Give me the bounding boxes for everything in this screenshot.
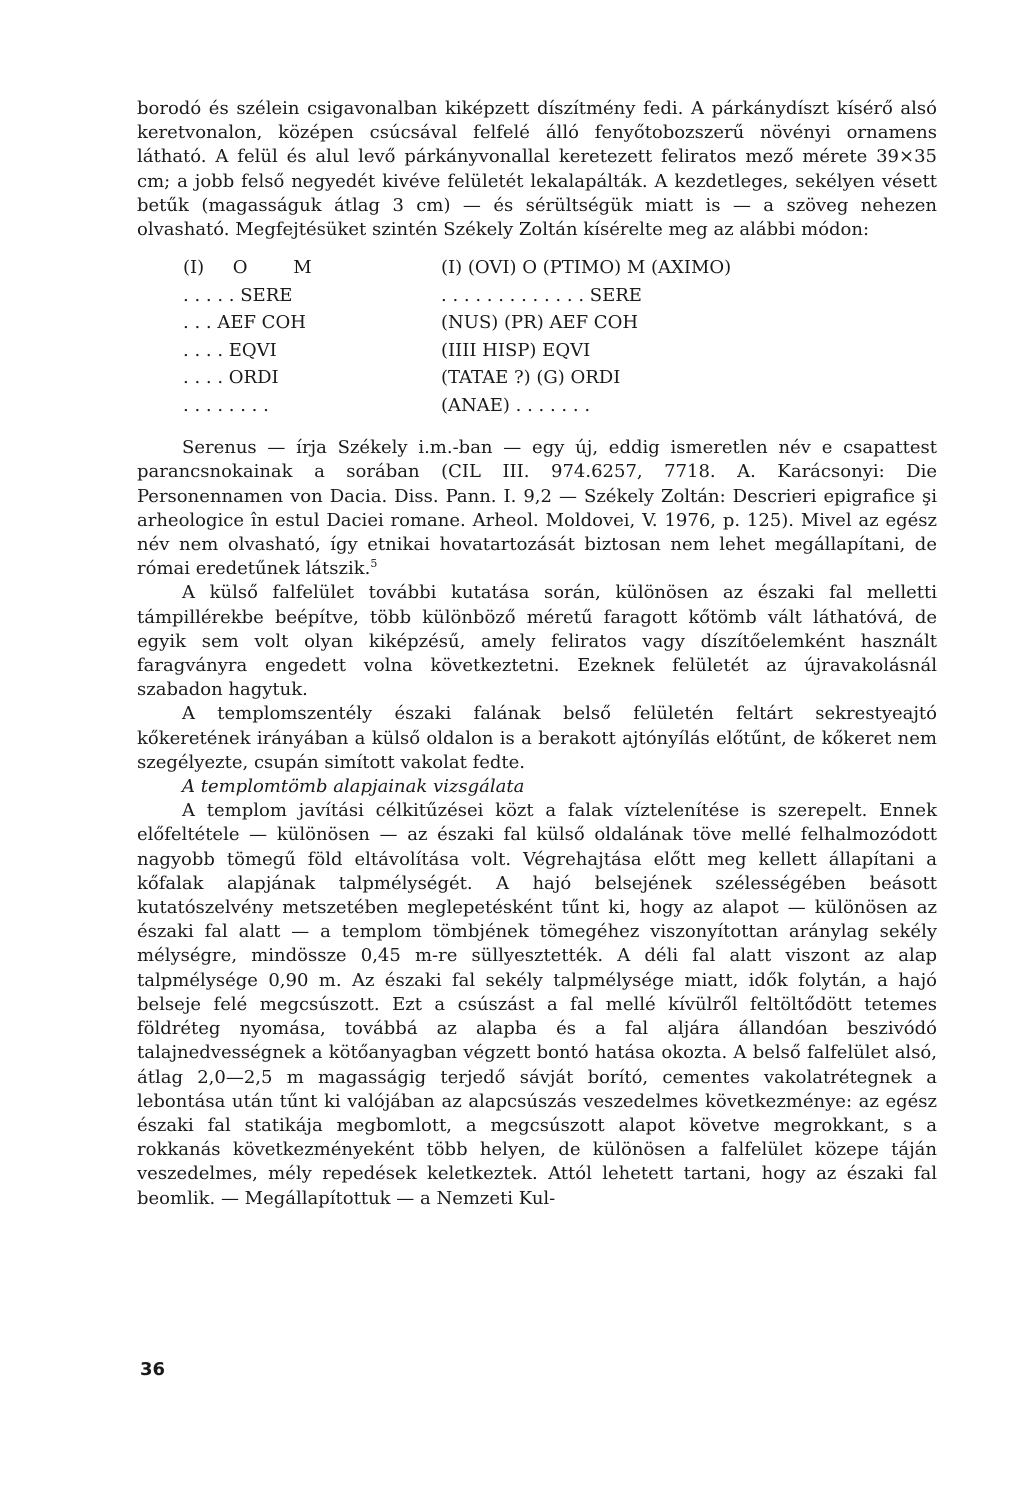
- paragraph-3: A külső falfelület további kutatása során, különösen az északi fal melletti támpillérekbe beépítve, több különböző méretű faragott kőtömb vált láthatóvá, de egyik sem volt olyan kiképzésű, amely feliratos vagy díszítőelemként használt faragványra engedett volna következtetni. Ezeknek felületét az újravakolásnál szabadon hagytuk.: [137, 582, 937, 701]
- paragraph-4: A templomszentély északi falának belső felületén feltárt sekrestyeajtó kőkeretének irányában a külső oldalon is a berakott ajtónyílás előtűnt, de kőkeret nem szegélyezte, csupán simított vakolat fedte.: [137, 703, 937, 773]
- reconstruction-line: . . . . . . . . . . . . . SERE: [441, 284, 642, 306]
- paragraph-2-text: Serenus — írja Székely i.m.-ban — egy új, eddig ismeretlen név e csapattest parancsnokainak a sorában (CIL III. 974.6257, 7718. A. Karácsonyi: Die Personennamen von Dacia. Diss. Pann. I. 9,2 — Székely Zoltán: Descrieri epigrafice şi arheologice în estul Daciei romane. Arheol. Moldovei, V. 1976, p. 125). Mivel az egész név nem olvasható, így etnikai hovatartozását biztosan nem lehet megállapítani, de római eredetűnek látszik.: [137, 437, 937, 580]
- page-body: [137, 97, 937, 1211]
- inscription-line: . . . . ORDI: [183, 367, 279, 389]
- paragraph-2: [137, 436, 937, 581]
- inscription-line: . . . . . . . .: [183, 394, 269, 416]
- inscription-line: (I) O M: [183, 257, 312, 279]
- inscription-original-column: [183, 254, 312, 419]
- footnote-reference: 5: [370, 557, 378, 571]
- inscription-line: . . . . EQVI: [183, 339, 277, 361]
- inscription-line: . . . . . SERE: [183, 284, 293, 306]
- inscription-transcription: [137, 254, 937, 424]
- reconstruction-line: (NUS) (PR) AEF COH: [441, 312, 639, 334]
- inscription-reconstruction-column: [441, 254, 731, 419]
- section-heading: A templomtömb alapjainak vizsgálata: [182, 776, 525, 798]
- reconstruction-line: (I) (OVI) O (PTIMO) M (AXIMO): [441, 257, 732, 279]
- reconstruction-line: (ANAE) . . . . . . .: [441, 394, 591, 416]
- paragraph-5: A templom javítási célkitűzései közt a falak víztelenítése is szerepelt. Ennek előfeltétele — különösen — az északi fal külső oldalának töve mellé felhalmozódott nagyobb tömegű föld eltávolítása volt. Végrehajtása előtt meg kellett állapítani a kőfalak alapjának talpmélységét. A hajó belsejének szélességében beásott kutatószelvény metszetében meglepetésként tűnt ki, hogy az alapot — különösen az északi fal alatt — a templom tömbjének tömegéhez viszonyítottan aránylag sekély mélységre, mindössze 0,45 m-re süllyesztették. A déli fal alatt viszont az alap talpmélysége 0,90 m. Az északi fal sekély talpmélysége miatt, idők folytán, a hajó belseje felé megcsúszott. Ezt a csúszást a fal mellé kívülről feltöltődött tetemes földréteg nyomása, továbbá az alapba és a fal aljára állandóan beszivódó talajnedvességnek a kötőanyagban végzett bontó hatása okozta. A belső falfelület alsó, átlag 2,0—2,5 m magasságig terjedő sávját borító, cementes vakolatrétegnek a lebontása után tűnt ki valójában az alapcsúszás veszedelmes következménye: az egész északi fal statikája megbomlott, a megcsúszott alapot követve megrokkant, s a rokkanás következményeként több helyen, de különösen a falfelület közepe táján veszedelmes, mély repedések keletkeztek. Attól lehetett tartani, hogy az északi fal beomlik. — Megállapítottuk — a Nemzeti Kul-: [137, 800, 937, 1209]
- paragraph-1: borodó és szélein csigavonalban kiképzett díszítmény fedi. A párkánydíszt kísérő alsó keretvonalon, középen csúcsával felfelé álló fenyőtobozszerű növényi ornamens látható. A felül és alul levő párkányvonallal keretezett feliratos mező mérete 39×35 cm; a jobb felső negyedét kivéve felületét lekalapálták. A kezdetleges, sekélyen vésett betűk (magasságuk átlag 3 cm) — és sérültségük miatt is — a szöveg nehezen olvasható. Megfejtésüket szintén Székely Zoltán kísérelte meg az alábbi módon:: [137, 98, 937, 241]
- reconstruction-line: (TATAE ?) (G) ORDI: [441, 367, 621, 389]
- inscription-line: . . . AEF COH: [183, 312, 306, 334]
- reconstruction-line: (IIII HISP) EQVI: [441, 339, 591, 361]
- page-number: 36: [140, 1359, 166, 1380]
